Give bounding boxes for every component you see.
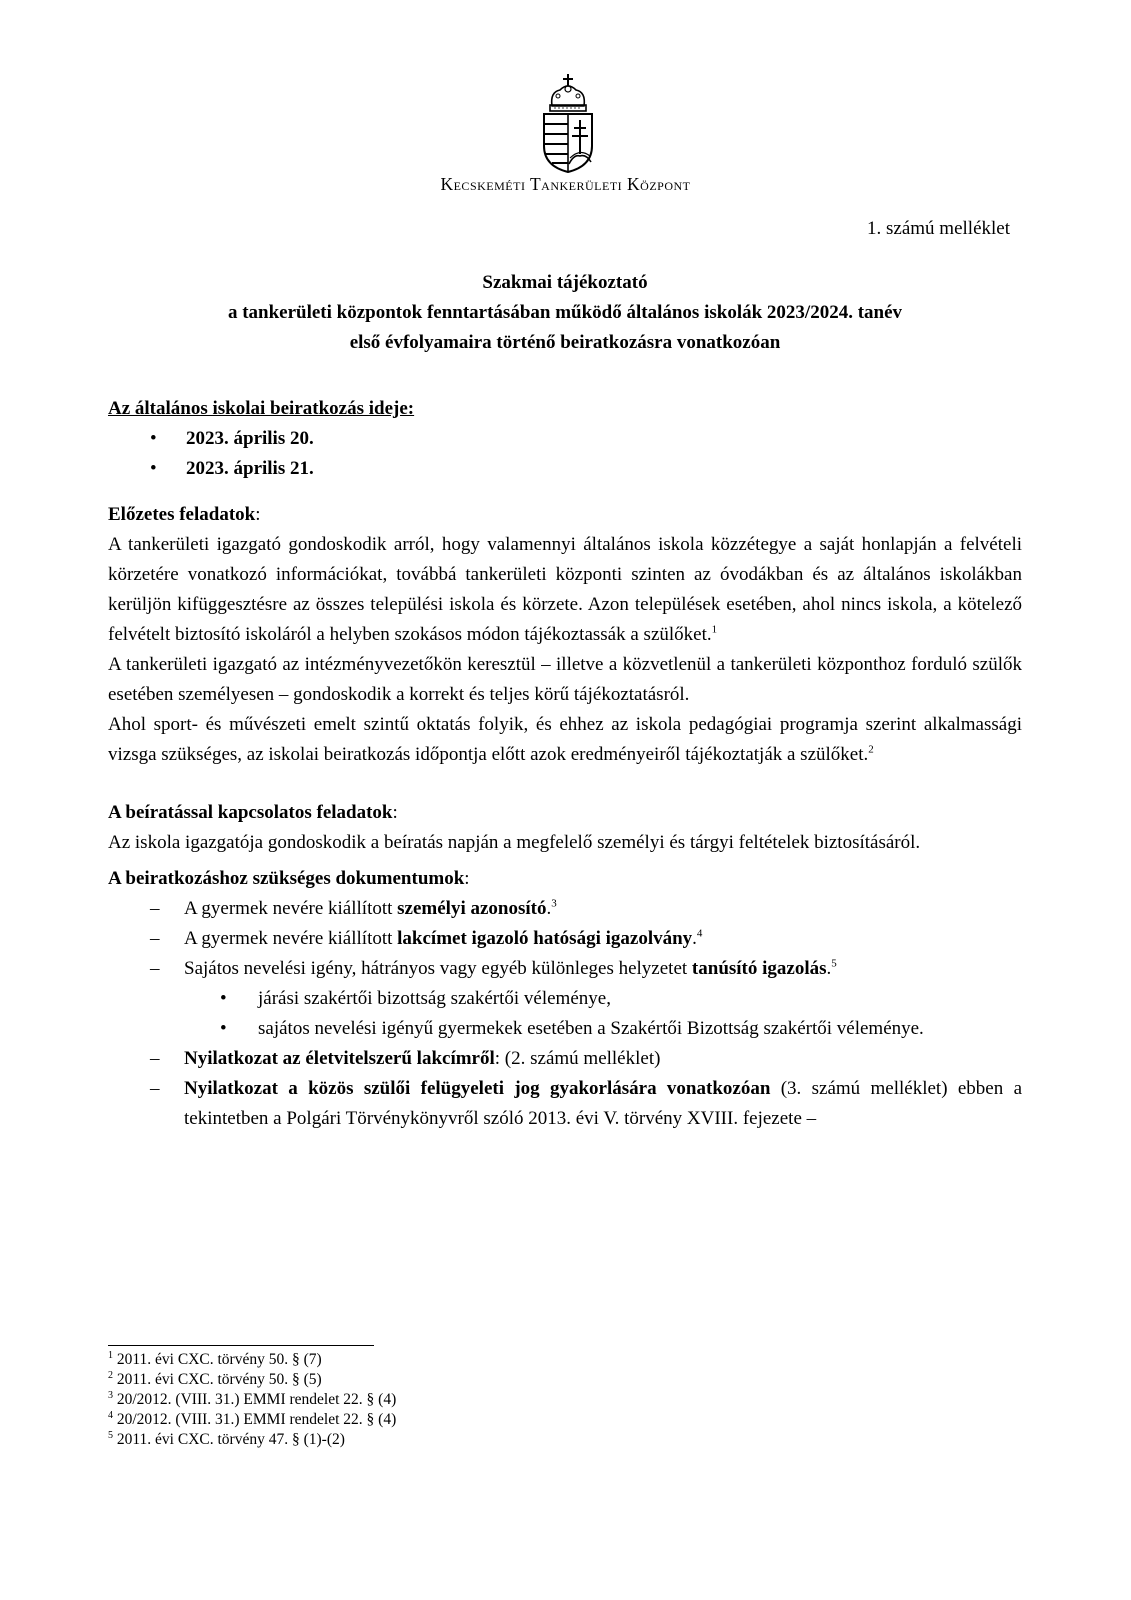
footnote-text: 2011. évi CXC. törvény 47. § (1)-(2) (113, 1431, 345, 1448)
item-text: . (826, 958, 832, 979)
item-bold-text: Nyilatkozat az életvitelszerű lakcímről (184, 1048, 495, 1069)
certificate-subitem: • járási szakértői bizottság szakértői véleménye, (108, 984, 1022, 1014)
certificate-sublist (108, 984, 1022, 1044)
item-text: A gyermek nevére kiállított (184, 928, 398, 949)
heading-colon: : (464, 868, 470, 889)
enrollment-time-heading: Az általános iskolai beiratkozás ideje: (108, 398, 415, 419)
paragraph-text: Ahol sport- és művészeti emelt szintű oktatás folyik, és ehhez az iskola pedagógiai programja szerint alkalmassági vizsga szükséges, az iskolai beiratkozás időpontja előtt azok eredményeiről tájékoztatják a szülőket. (108, 714, 1022, 765)
preliminary-paragraph-2: A tankerületi igazgató az intézményvezetőkön keresztül – illetve a közvetlenül a tankerületi központhoz forduló szülők esetében személyesen – gondoskodik a korrekt és teljes körű tájékoztatásról. (108, 654, 1022, 705)
document-body (108, 394, 1022, 1134)
enrollment-tasks-heading-text: A beíratással kapcsolatos feladatok (108, 802, 393, 823)
documents-heading-text: A beiratkozáshoz szükséges dokumentumok (108, 868, 465, 889)
footnote (108, 1410, 396, 1430)
title-line-1: Szakmai tájékoztató (482, 272, 648, 293)
item-text: (3. számú melléklet) ebben a tekintetben a Polgári Törvénykönyvről szóló 2013. évi V. törvény XVIII. fejezete – (184, 1078, 1023, 1129)
footnote-ref[interactable]: 3 (551, 897, 557, 910)
document-title (108, 268, 1022, 358)
item-text: : (2. számú melléklet) (494, 1048, 661, 1069)
footnote-number: 3 (108, 1389, 113, 1401)
enrollment-date: • 2023. április 20. (108, 424, 1022, 454)
footnote (108, 1390, 396, 1410)
document-item (108, 894, 1022, 924)
footnote-number: 2 (108, 1369, 113, 1381)
institution-name: Kecskeméti Tankerületi Központ (440, 174, 691, 194)
item-bold-text: tanúsító igazolás (691, 958, 827, 979)
title-line-2: a tankerületi központok fenntartásában működő általános iskolák 2023/2024. tanév (227, 302, 903, 323)
footnote-number: 1 (108, 1349, 113, 1361)
footnote-ref[interactable]: 1 (711, 623, 718, 636)
item-text: A gyermek nevére kiállított (184, 898, 398, 919)
footnote (108, 1370, 396, 1390)
footnote-text: 2011. évi CXC. törvény 50. § (7) (113, 1351, 322, 1368)
heading-colon: : (392, 802, 398, 823)
preliminary-paragraph-3 (108, 710, 1022, 770)
footnote-ref[interactable]: 5 (831, 957, 837, 970)
item-text: . (546, 898, 552, 919)
enrollment-tasks-heading (108, 798, 1022, 828)
documents-heading (108, 864, 1022, 894)
preliminary-heading (108, 500, 1022, 530)
documents-list (108, 894, 1022, 1134)
document-item (108, 954, 1022, 1044)
footnote-ref[interactable]: 4 (696, 927, 703, 940)
enrollment-date: • 2023. április 21. (108, 454, 1022, 484)
annex-label: 1. számú melléklet (867, 218, 1010, 239)
footnote-number: 4 (108, 1409, 113, 1421)
document-item (108, 924, 1022, 954)
item-bold-text: Nyilatkozat a közös szülői felügyeleti jog gyakorlására vonatkozóan (184, 1078, 771, 1099)
certificate-subitem: • sajátos nevelési igényű gyermekek esetében a Szakértői Bizottság szakértői véleménye. (108, 1014, 1022, 1044)
document-item (108, 1074, 1022, 1134)
preliminary-heading-text: Előzetes feladatok (108, 504, 256, 525)
coat-of-arms-icon (538, 72, 598, 174)
item-text: Sajátos nevelési igény, hátrányos vagy egyéb különleges helyzetet (184, 958, 692, 979)
footnotes (108, 1350, 396, 1450)
footnote-text: 20/2012. (VIII. 31.) EMMI rendelet 22. § (4) (113, 1391, 397, 1408)
footnote (108, 1350, 396, 1370)
footnote-text: 20/2012. (VIII. 31.) EMMI rendelet 22. § (4) (113, 1411, 397, 1428)
item-bold-text: lakcímet igazoló hatósági igazolvány (397, 928, 693, 949)
item-text: . (692, 928, 697, 949)
heading-colon: : (255, 504, 261, 525)
footnote-text: 2011. évi CXC. törvény 50. § (5) (113, 1371, 322, 1388)
document-item (108, 1044, 1022, 1074)
enrollment-tasks-paragraph: Az iskola igazgatója gondoskodik a beíratás napján a megfelelő személyi és tárgyi feltételek biztosításáról. (108, 832, 921, 853)
footnote-ref[interactable]: 2 (868, 743, 874, 756)
footnote (108, 1430, 396, 1450)
footnote-separator (108, 1345, 374, 1346)
footnote-number: 5 (108, 1429, 113, 1441)
paragraph-text: A tankerületi igazgató gondoskodik arról, hogy valamennyi általános iskola közzétegye a saját honlapján a felvételi körzetére vonatkozó információkat, továbbá tankerületi központi szinten az óvodákban és az általános iskolákban kerüljön kifüggesztésre az összes települési iskola és körzete. Azon települések esetében, ahol nincs iskola, a kötelező felvételt biztosító iskoláról a helyben szokásos módon tájékoztassák a szülőket. (108, 534, 1022, 645)
item-bold-text: személyi azonosító (397, 898, 547, 919)
preliminary-paragraph-1 (108, 530, 1022, 650)
enrollment-dates-list (108, 424, 1022, 484)
title-line-3: első évfolyamaira történő beiratkozásra vonatkozóan (349, 332, 781, 353)
